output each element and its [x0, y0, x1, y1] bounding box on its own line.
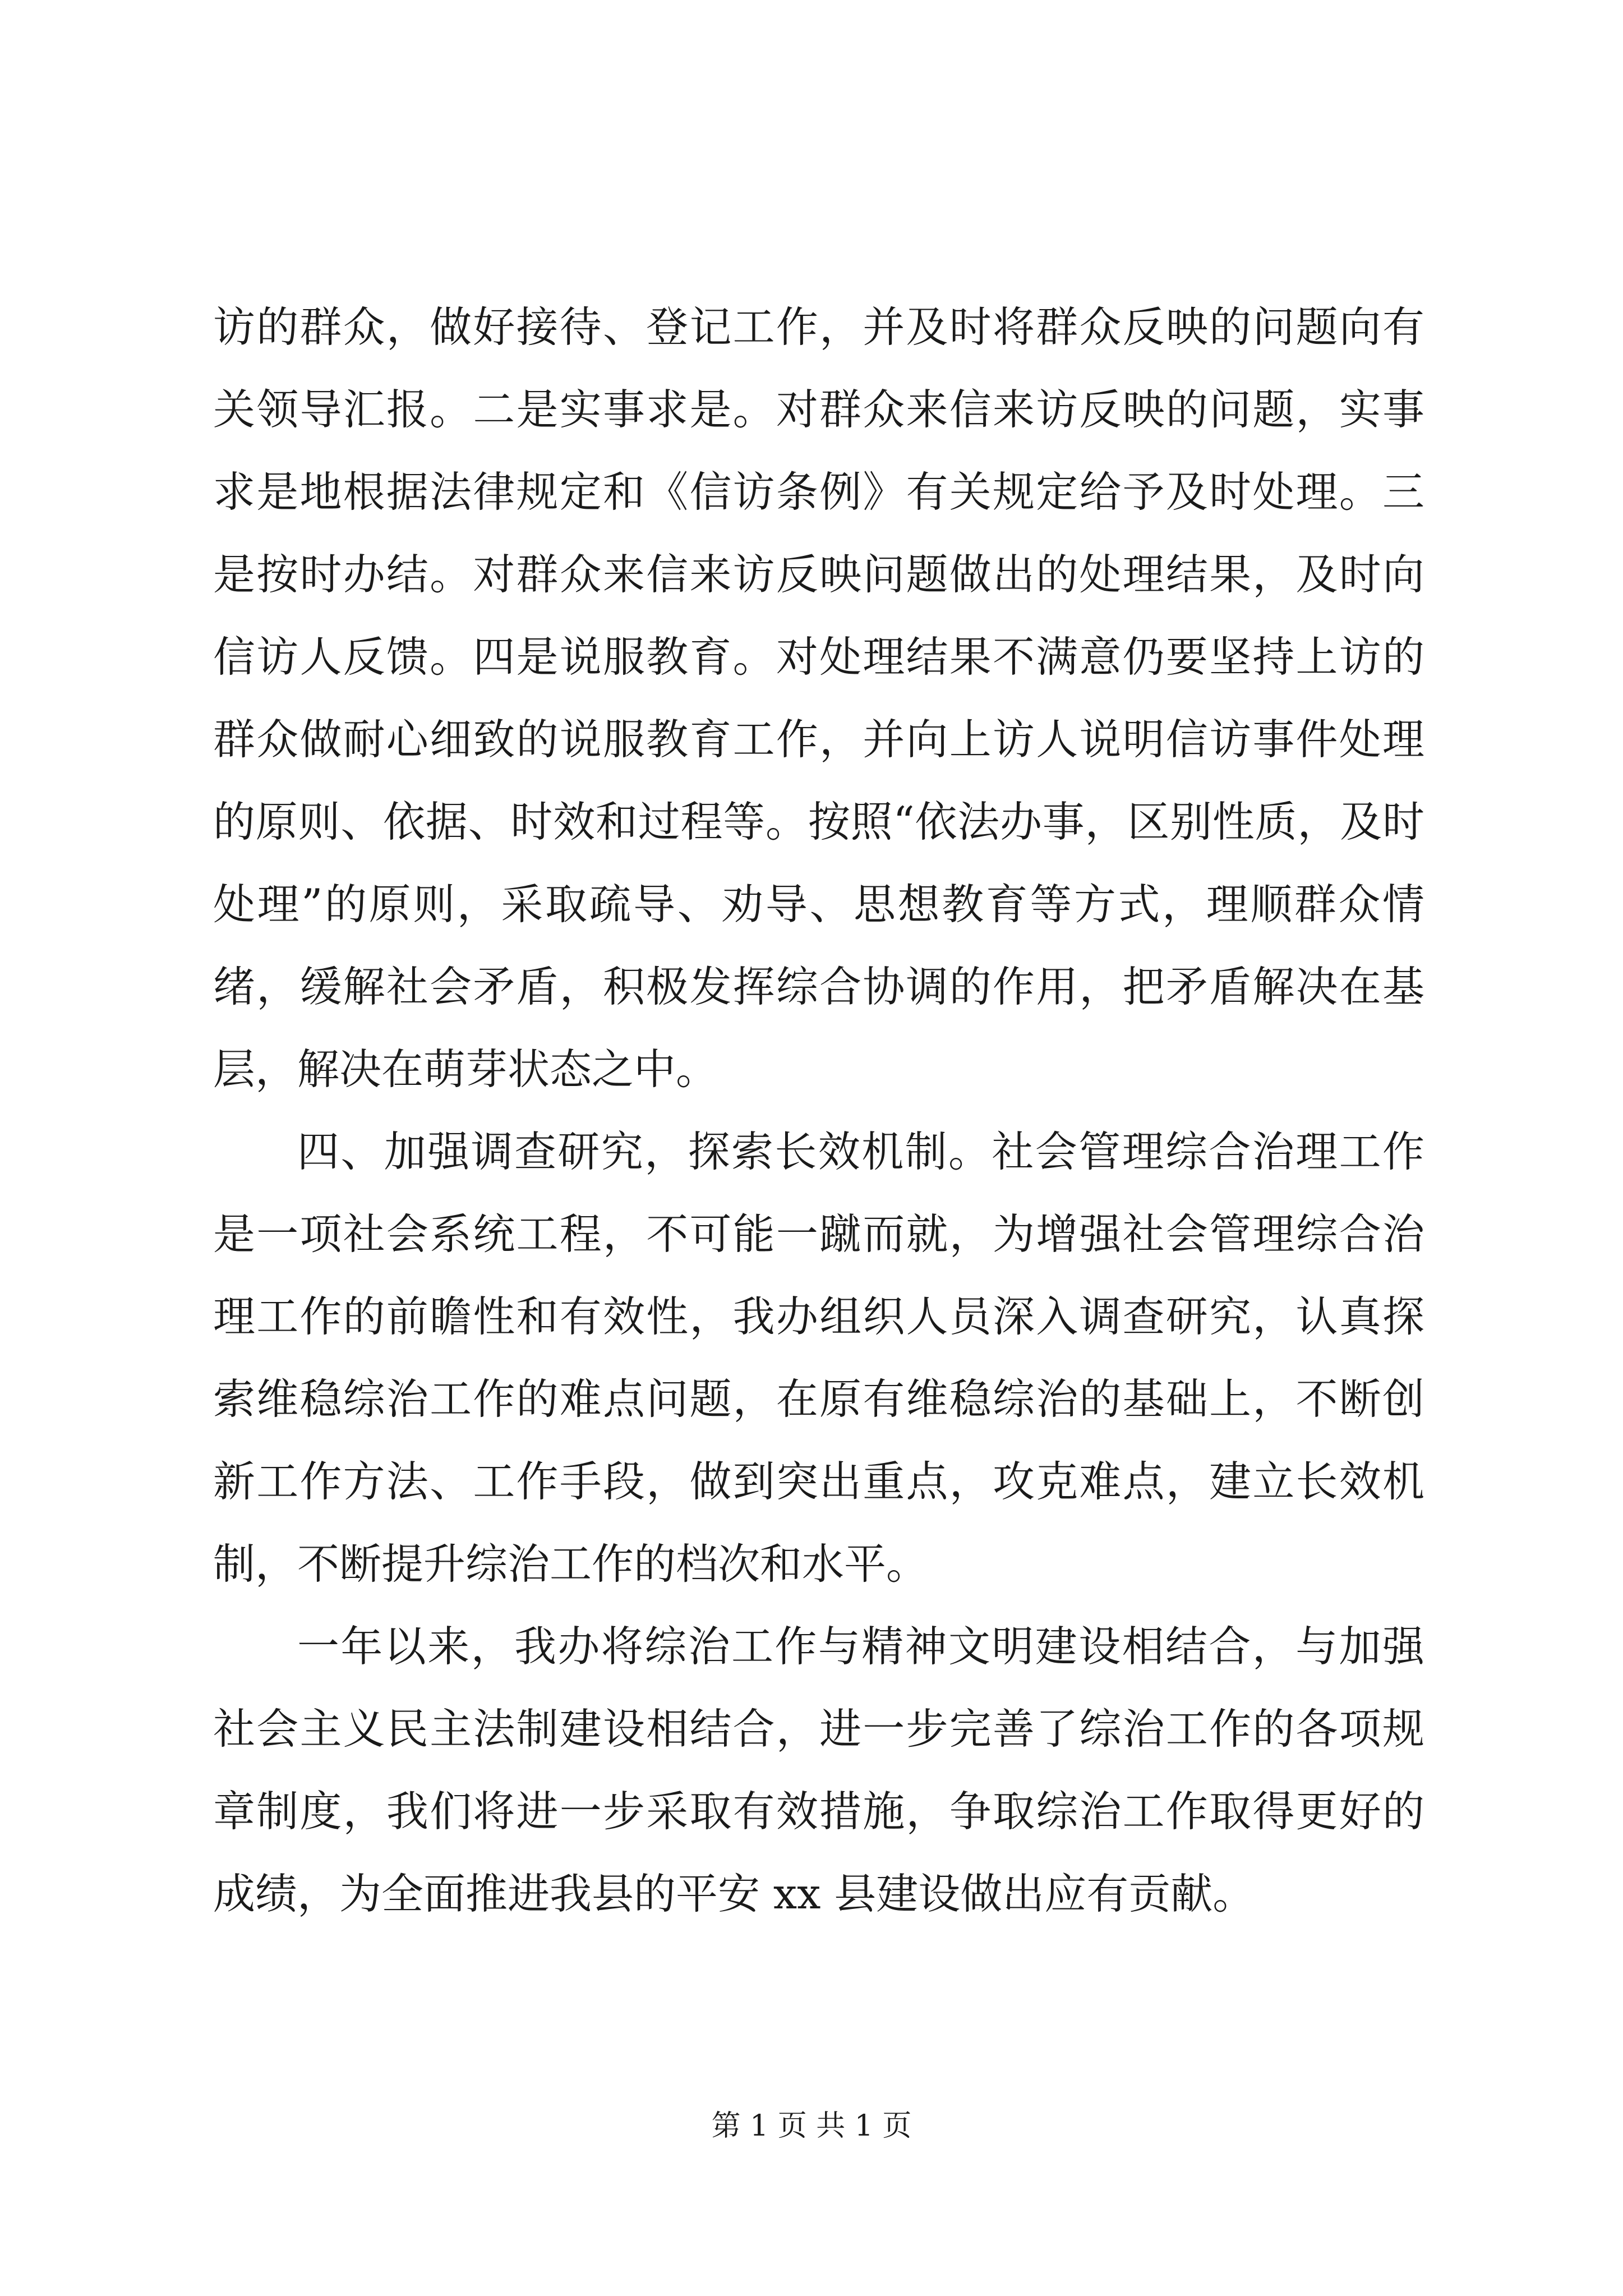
page-number-footer: 第 1 页 共 1 页	[711, 2109, 912, 2143]
paragraph-conclusion: 一年以来，我办将综治工作与精神文明建设相结合，与加强社会主义民主法制建设相结合，进一步完善了综治工作的各项规章制度，我们将进一步采取有效措施，争取综治工作取得更好的成绩，为全面推进我县的平安 xx 县建设做出应有贡献。	[213, 1622, 1424, 1918]
paragraph-section-four: 四、加强调查研究，探索长效机制。社会管理综合治理工作是一项社会系统工程，不可能一蹴而就，为增强社会管理综合治理工作的前瞻性和有效性，我办组织人员深入调查研究，认真探索维稳综治工作的难点问题，在原有维稳综治的基础上，不断创新工作方法、工作手段，做到突出重点，攻克难点，建立长效机制，不断提升综治工作的档次和水平。	[213, 1127, 1424, 1589]
paragraph-continuation: 访的群众，做好接待、登记工作，并及时将群众反映的问题向有关领导汇报。二是实事求是。对群众来信来访反映的问题，实事求是地根据法律规定和《信访条例》有关规定给予及时处理。三是按时办结。对群众来信来访反映问题做出的处理结果，及时向信访人反馈。四是说服教育。对处理结果不满意仍要坚持上访的群众做耐心细致的说服教育工作，并向上访人说明信访事件处理的原则、依据、时效和过程等。按照“依法办事，区别性质，及时处理”的原则，采取疏导、劝导、思想教育等方式，理顺群众情绪，缓解社会矛盾，积极发挥综合协调的作用，把矛盾解决在基层，解决在萌芽状态之中。	[213, 302, 1424, 1094]
document-body	[213, 286, 1424, 1935]
